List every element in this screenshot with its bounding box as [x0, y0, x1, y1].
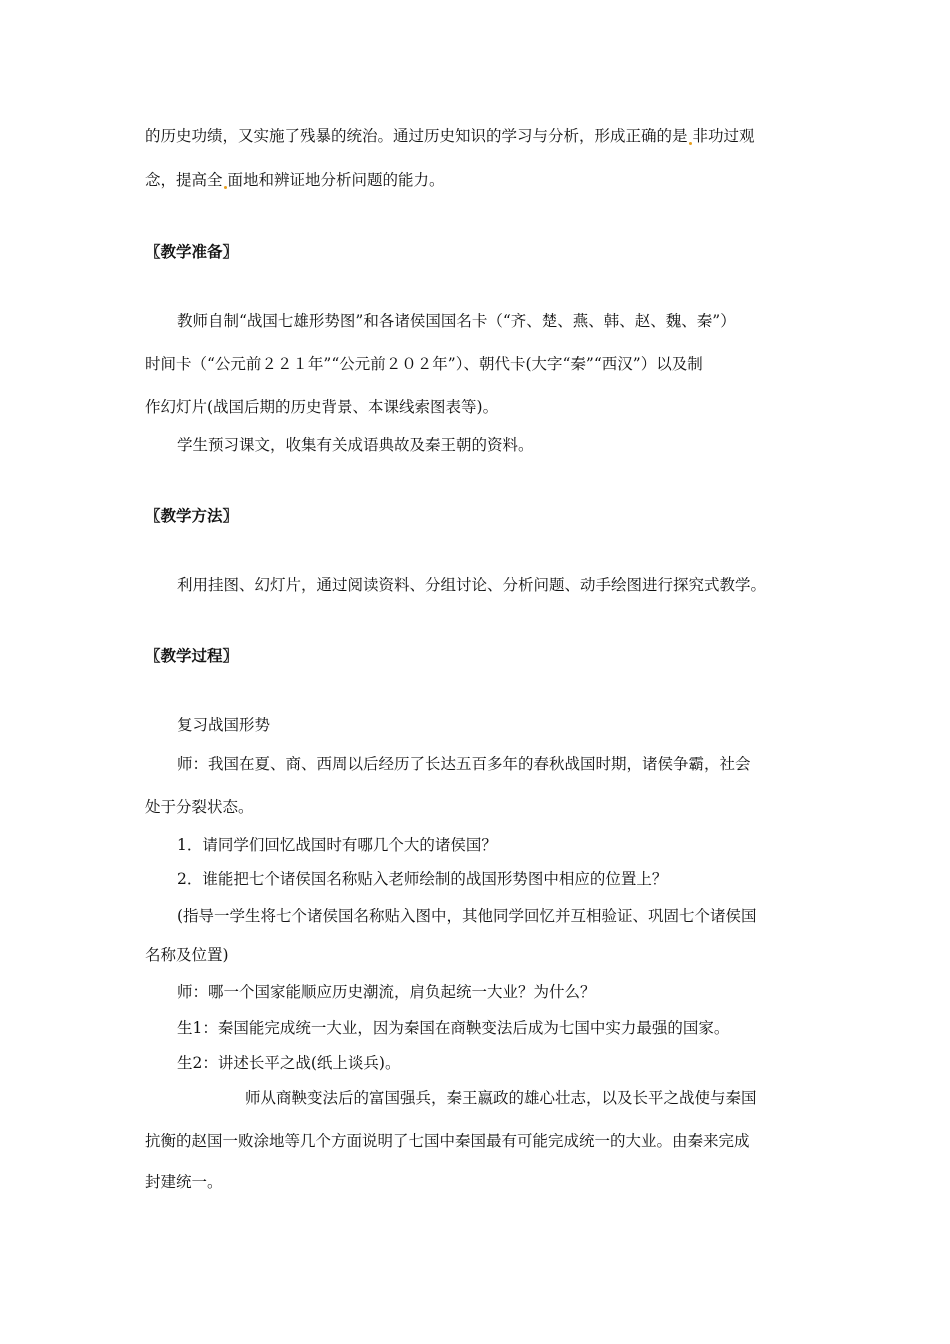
- summary-line-1: 师从商鞅变法后的富国强兵，秦王嬴政的雄心壮志，以及长平之战使与秦国: [245, 1089, 757, 1107]
- prep-paragraph-2: 学生预习课文，收集有关成语典故及秦王朝的资料。: [177, 436, 534, 454]
- prep-paragraph-1-line-2: 时间卡（“公元前２２１年”“公元前２０２年”）、朝代卡(大字“秦”“西汉”）以及制: [145, 355, 703, 373]
- intro-line-1-text-b: 非功过观: [692, 127, 755, 145]
- section-heading-method: 〖教学方法〗: [145, 506, 239, 525]
- question-1: 1．请同学们回忆战国时有哪几个大的诸侯国？: [177, 836, 497, 854]
- student-answer-2: 生2：讲述长平之战(纸上谈兵)。: [177, 1054, 401, 1072]
- summary-line-2: 抗衡的赵国一败涂地等几个方面说明了七国中秦国最有可能完成统一的大业。由秦来完成: [145, 1132, 750, 1150]
- intro-line-2-text-a: 念，提高全: [145, 171, 223, 189]
- process-sub-heading: 复习战国形势: [177, 716, 271, 734]
- highlight-dot-icon: [224, 186, 227, 189]
- intro-line-2-text-b: 面地和辨证地分析问题的能力。: [227, 171, 445, 189]
- student-answer-1: 生1：秦国能完成统一大业，因为秦国在商鞅变法后成为七国中实力最强的国家。: [177, 1019, 730, 1037]
- section-heading-process: 〖教学过程〗: [145, 646, 239, 665]
- section-heading-preparation: 〖教学准备〗: [145, 242, 239, 261]
- method-paragraph: 利用挂图、幻灯片，通过阅读资料、分组讨论、分析问题、动手绘图进行探究式教学。: [177, 576, 767, 594]
- intro-line-2: [145, 169, 445, 191]
- intro-line-1-text-a: 的历史功绩，又实施了残暴的统治。通过历史知识的学习与分析，形成正确的是: [145, 127, 688, 145]
- prep-paragraph-1-line-3: 作幻灯片(战国后期的历史背景、本课线索图表等)。: [145, 398, 499, 416]
- teacher-question: 师：哪一个国家能顺应历史潮流，肩负起统一大业？为什么？: [177, 983, 596, 1001]
- intro-line-1: [145, 125, 755, 147]
- guide-note-line-1: (指导一学生将七个诸侯国名称贴入图中，其他同学回忆并互相验证、巩固七个诸侯国: [177, 907, 757, 925]
- summary-line-3: 封建统一。: [145, 1173, 223, 1191]
- highlight-dot-icon: [689, 142, 692, 145]
- teacher-line-1: 师：我国在夏、商、西周以后经历了长达五百多年的春秋战国时期，诸侯争霸，社会: [177, 755, 751, 773]
- teacher-line-2: 处于分裂状态。: [145, 798, 254, 816]
- question-2: 2．谁能把七个诸侯国名称贴入老师绘制的战国形势图中相应的位置上？: [177, 870, 668, 888]
- guide-note-line-2: 名称及位置): [145, 946, 229, 964]
- prep-paragraph-1-line-1: 教师自制“战国七雄形势图”和各诸侯国国名卡（“齐、楚、燕、韩、赵、魏、秦”）: [177, 312, 736, 330]
